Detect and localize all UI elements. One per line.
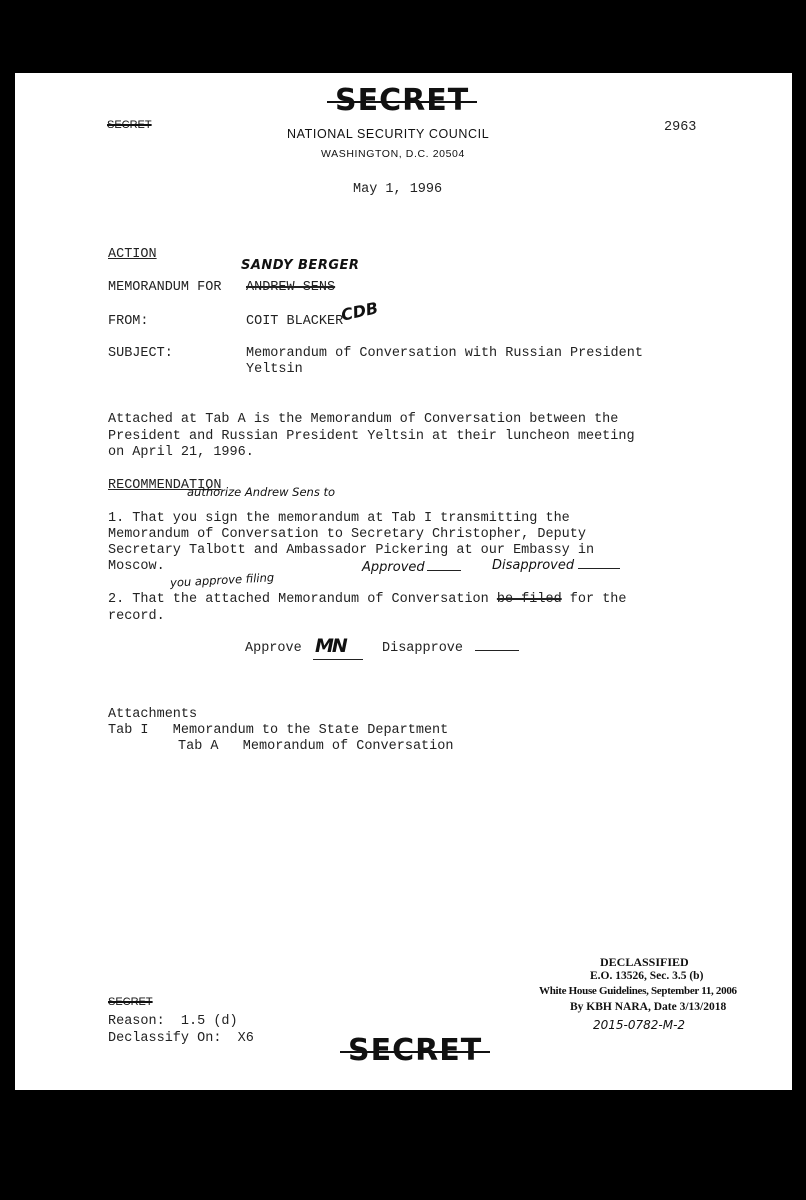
org-name: NATIONAL SECURITY COUNCIL bbox=[287, 127, 490, 141]
recommendation-label: RECOMMENDATION bbox=[108, 478, 222, 493]
rec1-approved-blank bbox=[427, 570, 461, 571]
secret-classification-left: SECRET bbox=[107, 119, 152, 131]
body-line-2: President and Russian President Yeltsin at their luncheon meeting bbox=[108, 429, 635, 444]
attachments-label: Attachments bbox=[108, 707, 198, 722]
rec1-line-4: Moscow. bbox=[108, 559, 165, 574]
handwritten-recipient: SANDY BERGER bbox=[241, 258, 360, 273]
disapprove-label bbox=[382, 641, 519, 656]
stamp-eo: E.O. 13526, Sec. 3.5 (b) bbox=[590, 970, 704, 982]
stamp-by-date: By KBH NARA, Date 3/13/2018 bbox=[570, 1001, 727, 1013]
document-page bbox=[15, 73, 792, 1090]
from-initials: CDB bbox=[339, 298, 380, 325]
declassify-line: Declassify On: X6 bbox=[108, 1031, 254, 1046]
stamp-declassified: DECLASSIFIED bbox=[600, 955, 689, 969]
approve-initials: MN bbox=[315, 635, 346, 657]
subject-line-1: Memorandum of Conversation with Russian President bbox=[246, 346, 643, 361]
memo-for-label: MEMORANDUM FOR bbox=[108, 280, 222, 295]
body-line-3: on April 21, 1996. bbox=[108, 445, 254, 460]
rec1-line-3: Secretary Talbott and Ambassador Pickering at our Embassy in bbox=[108, 543, 595, 558]
document-number: 2963 bbox=[664, 120, 697, 135]
handwritten-insert-2: you approve filing bbox=[169, 570, 275, 590]
struck-recipient: ANDREW SENS bbox=[246, 280, 336, 295]
secret-classification-footer: SECRET bbox=[108, 996, 153, 1008]
rec1-line-1: 1. That you sign the memorandum at Tab I transmitting the bbox=[108, 511, 570, 526]
attachment-tab-a: Tab A Memorandum of Conversation bbox=[178, 739, 454, 754]
from-label: FROM: bbox=[108, 314, 149, 329]
secret-classification-bottom: SECRET bbox=[348, 1033, 483, 1068]
rec1-approved-mark bbox=[362, 560, 461, 575]
disapprove-line bbox=[475, 650, 519, 651]
approve-line bbox=[313, 659, 363, 660]
memo-date: May 1, 1996 bbox=[353, 182, 443, 197]
subject-label: SUBJECT: bbox=[108, 346, 173, 361]
rec1-line-2: Memorandum of Conversation to Secretary Christopher, Deputy bbox=[108, 527, 586, 542]
subject-line-2: Yeltsin bbox=[246, 362, 303, 377]
secret-classification-top: SECRET bbox=[335, 83, 470, 118]
stamp-case-number: 2015-0782-M-2 bbox=[593, 1018, 686, 1032]
rec2-struck-text: be filed bbox=[496, 592, 562, 607]
handwritten-insert-1: authorize Andrew Sens to bbox=[187, 485, 336, 499]
approve-label: Approve bbox=[245, 641, 302, 656]
from-value: COIT BLACKER bbox=[246, 314, 344, 329]
rec2-line-1 bbox=[108, 592, 627, 607]
rec2-line-2: record. bbox=[108, 609, 165, 624]
rec1-disapproved-blank bbox=[578, 568, 620, 569]
rec1-disapproved-label: Disapproved bbox=[492, 558, 575, 573]
rec2-line-1-end: for the bbox=[569, 592, 627, 607]
attachment-tab-1: Tab I Memorandum to the State Department bbox=[108, 723, 449, 738]
rec1-disapproved-mark bbox=[492, 558, 620, 573]
stamp-guidelines: White House Guidelines, September 11, 2006 bbox=[539, 985, 737, 997]
reason-line: Reason: 1.5 (d) bbox=[108, 1014, 238, 1029]
disapprove-text: Disapprove bbox=[382, 641, 464, 656]
body-line-1: Attached at Tab A is the Memorandum of Conversation between the bbox=[108, 412, 619, 427]
org-address: WASHINGTON, D.C. 20504 bbox=[321, 148, 465, 160]
rec1-approved-label: Approved bbox=[362, 560, 425, 575]
rec2-line-1-text: 2. That the attached Memorandum of Conversation bbox=[108, 592, 489, 607]
action-label: ACTION bbox=[108, 247, 157, 262]
